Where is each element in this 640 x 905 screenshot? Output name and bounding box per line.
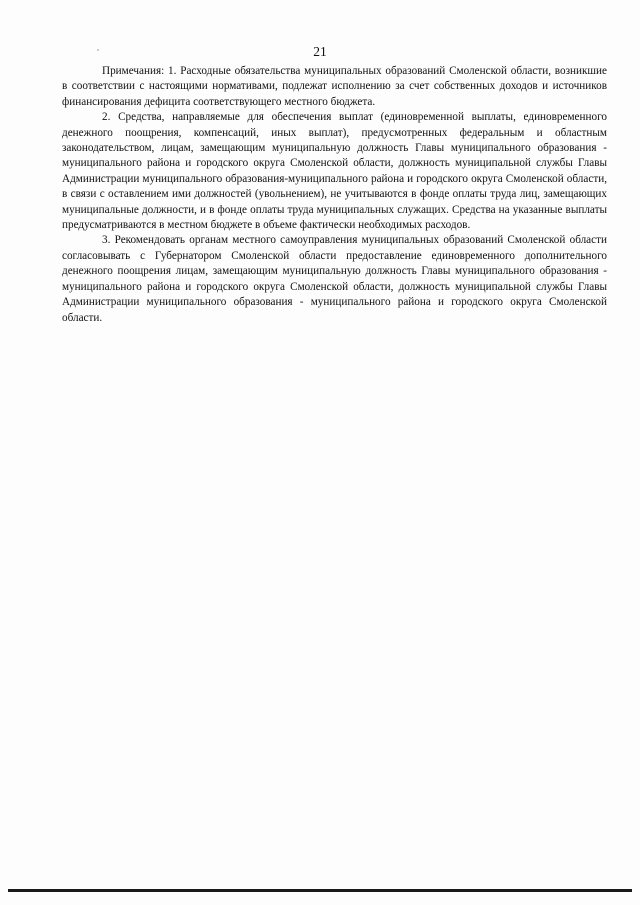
note-paragraph-3: 3. Рекомендовать органам местного самоуправления муниципальных образований Смоленской области согласовывать с Губернатором Смоленской области предоставление единовременного дополнительного денежного поощрения лицам, замещающим муниципальную должность Главы муниципального образования - муниципального района и городского округа Смоленской области, должность муниципальной службы Главы Администрации муниципального образования - муниципального района и городского округа Смоленской области. [62,234,607,324]
note-paragraph-1: Примечания: 1. Расходные обязательства муниципальных образований Смоленской области, возникшие в соответствии с настоящими нормативами, подлежат исполнению за счет собственных доходов и источников финансирования дефицита соответствующего местного бюджета. [62,65,607,108]
note-paragraph-2: 2. Средства, направляемые для обеспечения выплат (единовременной выплаты, единовременного денежного поощрения, компенсаций, иных выплат), предусмотренных федеральным и областным законодательством, лицам, замещающим муниципальную должность Главы муниципального образования - муниципального района и городского округа Смоленской области, должность муниципальной службы Главы Администрации муниципального образования-муниципального района и городского округа Смоленской области, в связи с оставлением ими должностей (увольнением), не учитываются в фонде оплаты труда лиц, замещающих муниципальные должности, и в фонде оплаты труда муниципальных служащих. Средства на указанные выплаты предусматриваются в местном бюджете в объеме фактически необходимых расходов. [62,111,607,232]
document-body [62,64,607,326]
bottom-rule [8,889,632,892]
page-number: 21 [313,44,327,59]
